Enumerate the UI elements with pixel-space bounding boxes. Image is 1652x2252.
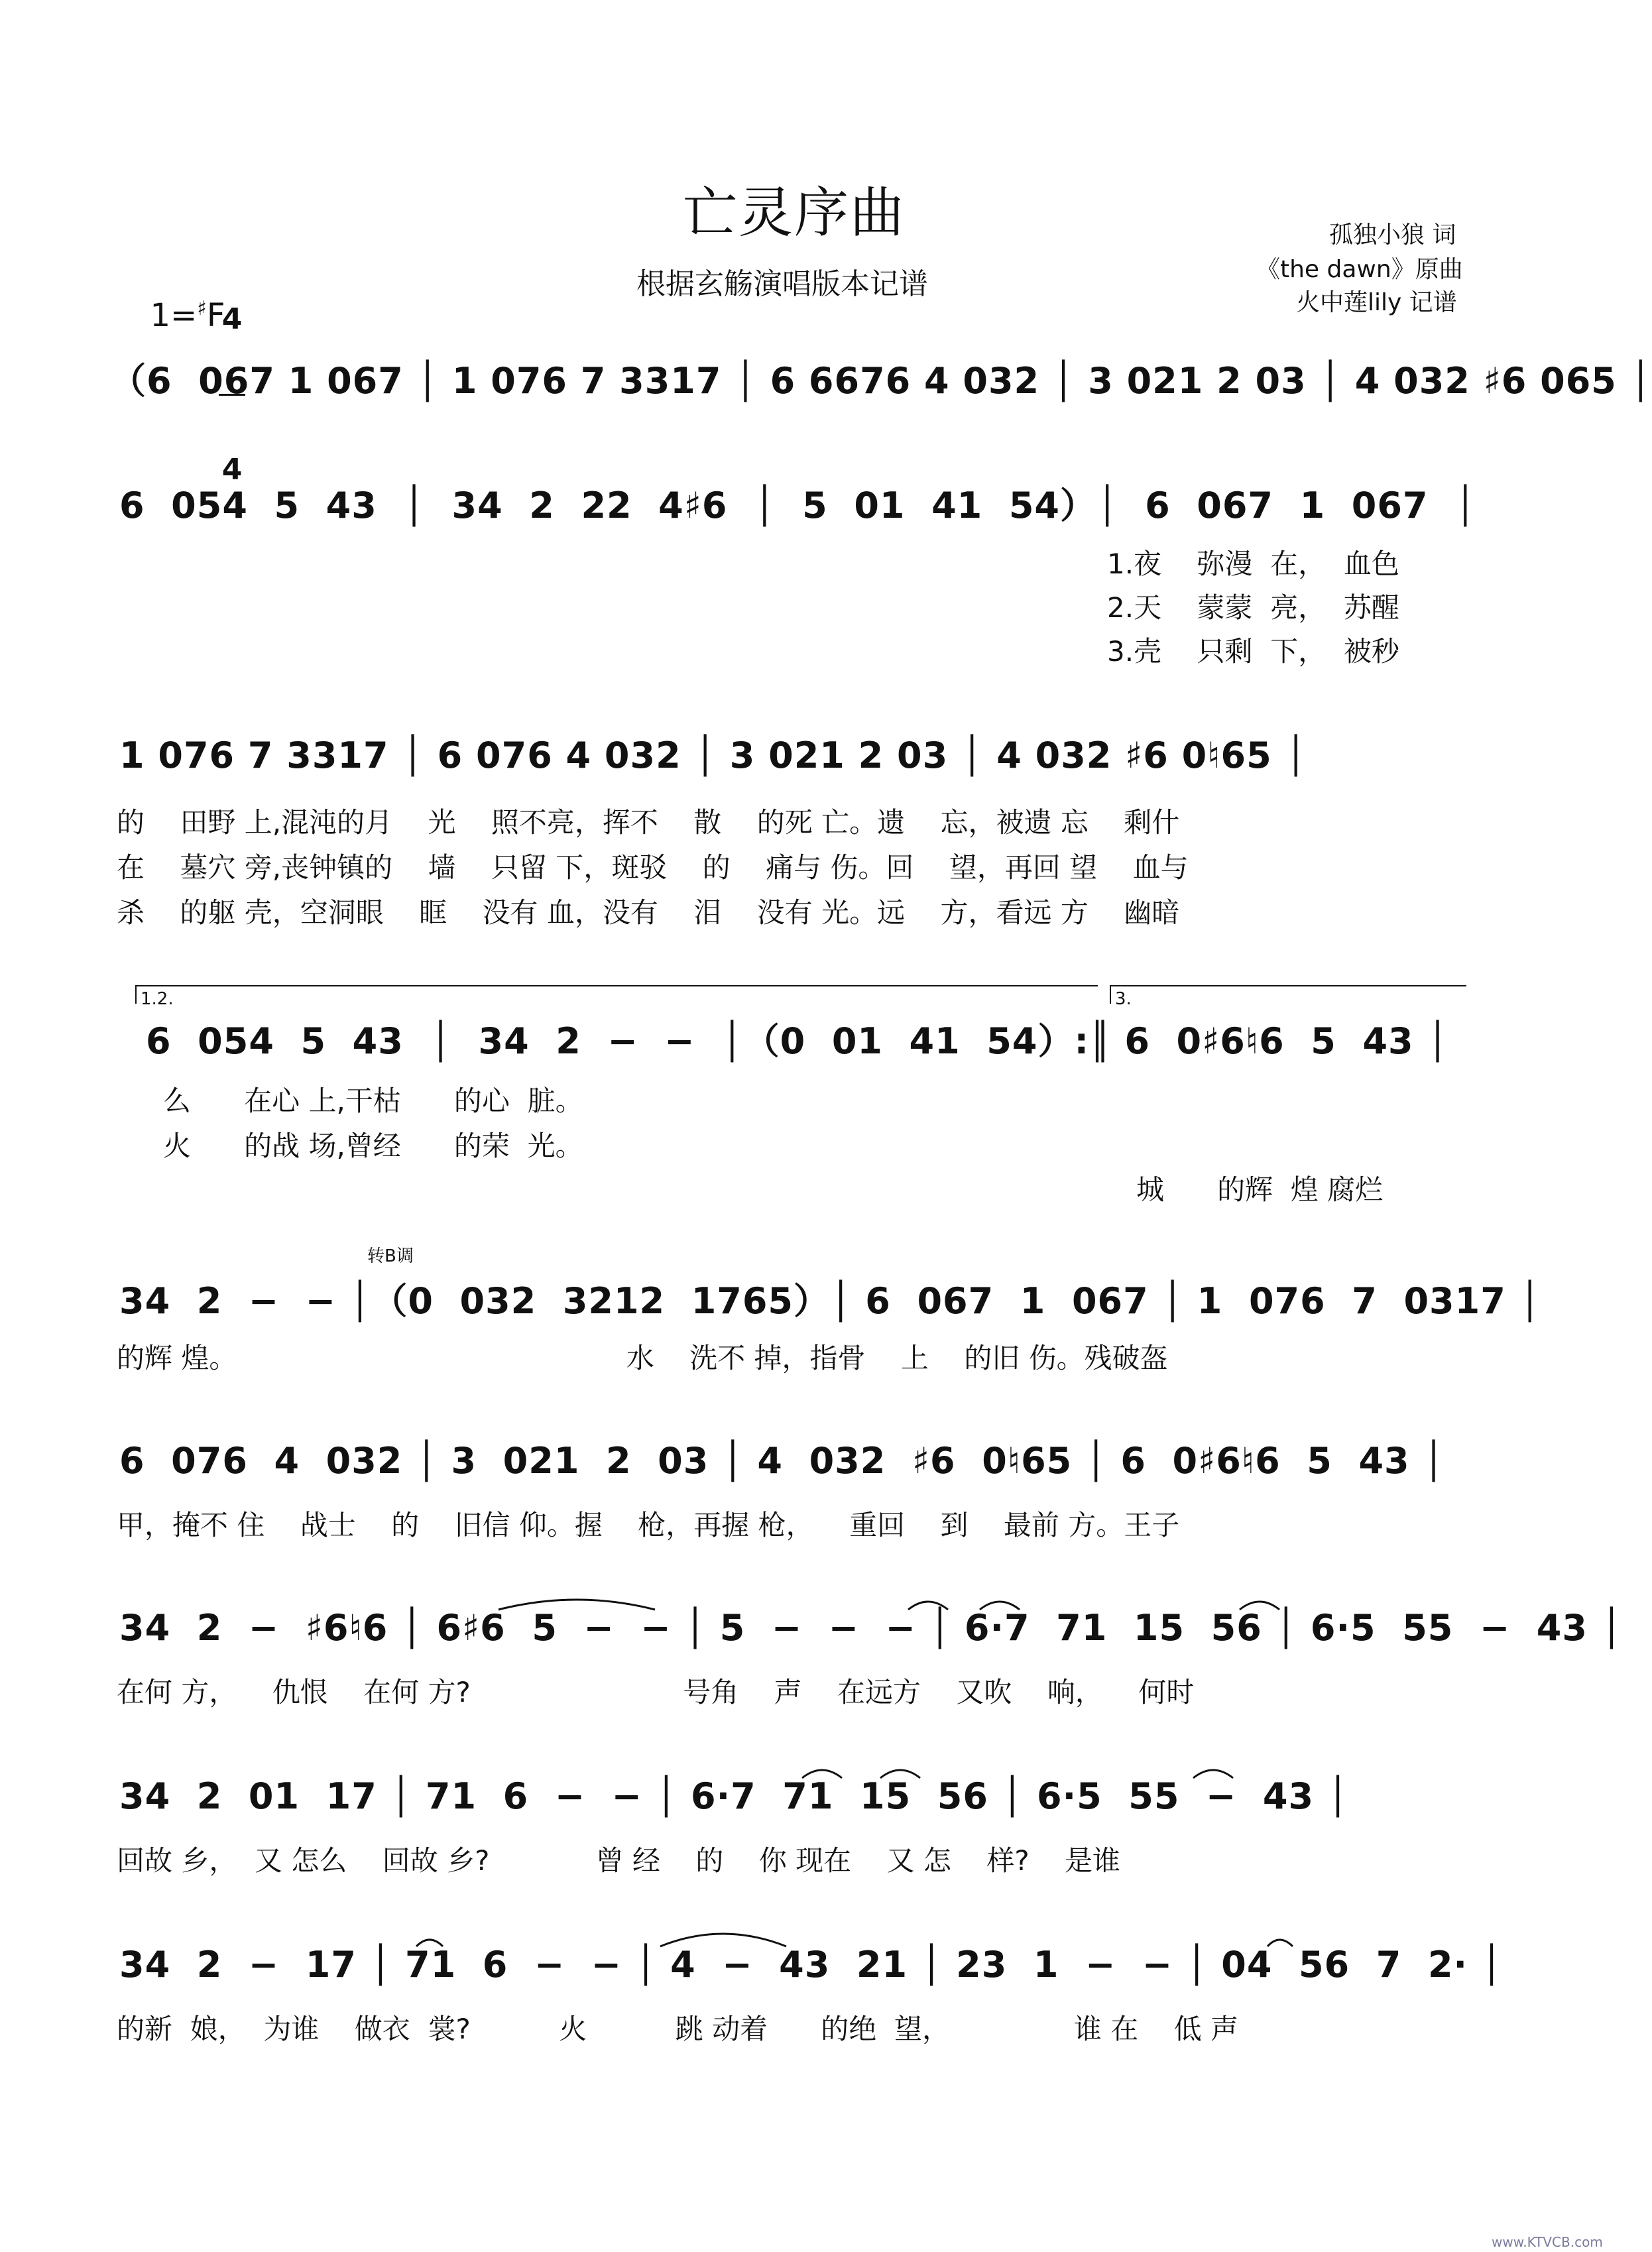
- lyric-row-2-verse-1: 1.夜 弥漫 在， 血色: [1107, 548, 1399, 580]
- lyric-row-3-verse-1: 的 田野 上,混沌的月 光 照不亮，挥不 散 的死 亡。遗 忘，被遗 忘 剩什: [117, 806, 1180, 839]
- volta-label-3: 3.: [1115, 989, 1132, 1009]
- song-title: 亡灵序曲: [683, 182, 906, 245]
- credit-transcriber: 火中莲lily 记谱: [1296, 289, 1457, 316]
- score-row-1: （6 067 1 067 │ 1 076 7 3317 │ 6 6676 4 032 │ 3 021 2 03 │ 4 032 ♯6 065 │: [110, 360, 1652, 402]
- subtitle: 根据玄觞演唱版本记谱: [636, 267, 928, 301]
- score-row-5: 34 2 − − │（0 032 3212 1765）│ 6 067 1 067 │ 1 076 7 0317 │: [119, 1280, 1542, 1322]
- watermark: www.KTVCB.com: [1492, 2234, 1603, 2250]
- score-row-9: 34 2 − 17 │ 71 6 − − │ 4 − 43 21 │ 23 1 − − │ 04 56 7 2· │: [119, 1944, 1504, 1985]
- volta-bracket-3: [1110, 985, 1466, 1004]
- lyric-row-5: 的辉 煌。 水 洗不 掉，指骨 上 的旧 伤。残破盔: [117, 1342, 1168, 1374]
- credit-lyrics: 孤独小狼 词: [1329, 221, 1456, 249]
- lyric-row-3-verse-2: 在 墓穴 旁,丧钟镇的 墙 只留 下，斑驳 的 痛与 伤。回 望，再回 望 血与: [117, 851, 1189, 884]
- lyric-row-2-verse-3: 3.壳 只剩 下， 被秒: [1107, 635, 1399, 668]
- lyric-row-3-verse-3: 杀 的躯 壳，空洞眼 眶 没有 血，没有 泪 没有 光。远 方，看远 方 幽暗: [117, 896, 1180, 929]
- lyric-row-7: 在何 方， 仇恨 在何 方? 号角 声 在远方 又吹 响， 何时: [117, 1676, 1195, 1708]
- lyric-row-2-verse-2: 2.天 蒙蒙 亮， 苏醒: [1107, 591, 1399, 624]
- lyric-row-4-verse-3: 城 的辉 煌 腐烂: [1136, 1173, 1384, 1206]
- score-row-3: 1 076 7 3317 │ 6 076 4 032 │ 3 021 2 03 │ 4 032 ♯6 0♮65 │: [119, 735, 1308, 776]
- lyric-row-8: 回故 乡， 又 怎么 回故 乡? 曾 经 的 你 现在 又 怎 样? 是谁: [117, 1844, 1121, 1877]
- lyric-row-9: 的新 娘， 为谁 做衣 裳? 火 跳 动着 的绝 望， 谁 在 低 声: [117, 2013, 1238, 2045]
- time-bottom: 4: [221, 453, 243, 487]
- score-row-2: 6 054 5 43 │ 34 2 22 4♯6 │ 5 01 41 54）│ 6 067 1 067 │: [119, 485, 1477, 526]
- time-top: 4: [221, 302, 243, 336]
- key-prefix: 1=: [150, 297, 198, 334]
- score-row-7: 34 2 − ♯6♮6 │ 6♯6 5 − − │ 5 − − − │ 6·7 71 15 56 │ 6·5 55 − 43 │: [119, 1607, 1623, 1649]
- score-row-8: 34 2 01 17 │ 71 6 − − │ 6·7 71 15 56 │ 6·5 55 − 43 │: [119, 1775, 1350, 1817]
- lyric-row-4-verse-2: 火 的战 场,曾经 的荣 光。: [163, 1130, 583, 1162]
- key-signature: [130, 260, 225, 334]
- lyric-row-6: 甲，掩不 住 战士 的 旧信 仰。握 枪，再握 枪， 重回 到 最前 方。王子: [117, 1509, 1180, 1541]
- score-row-6: 6 076 4 032 │ 3 021 2 03 │ 4 032 ♯6 0♮65 │ 6 0♯6♮6 5 43 │: [119, 1440, 1445, 1482]
- volta-bracket-1: [135, 985, 1098, 1004]
- score-row-4: 6 054 5 43 │ 34 2 − − │（0 01 41 54）:║ 6 0♯6♮6 5 43 │: [146, 1020, 1449, 1062]
- key-letter: F: [206, 297, 225, 334]
- credit-music: 《the dawn》原曲: [1256, 256, 1463, 283]
- key-sharp: ♯: [197, 297, 207, 320]
- modulation-marker: 转B调: [367, 1246, 414, 1266]
- volta-label-1-2: 1.2.: [141, 989, 174, 1009]
- lyric-row-4-verse-1: 么 在心 上,干枯 的心 脏。: [163, 1085, 583, 1117]
